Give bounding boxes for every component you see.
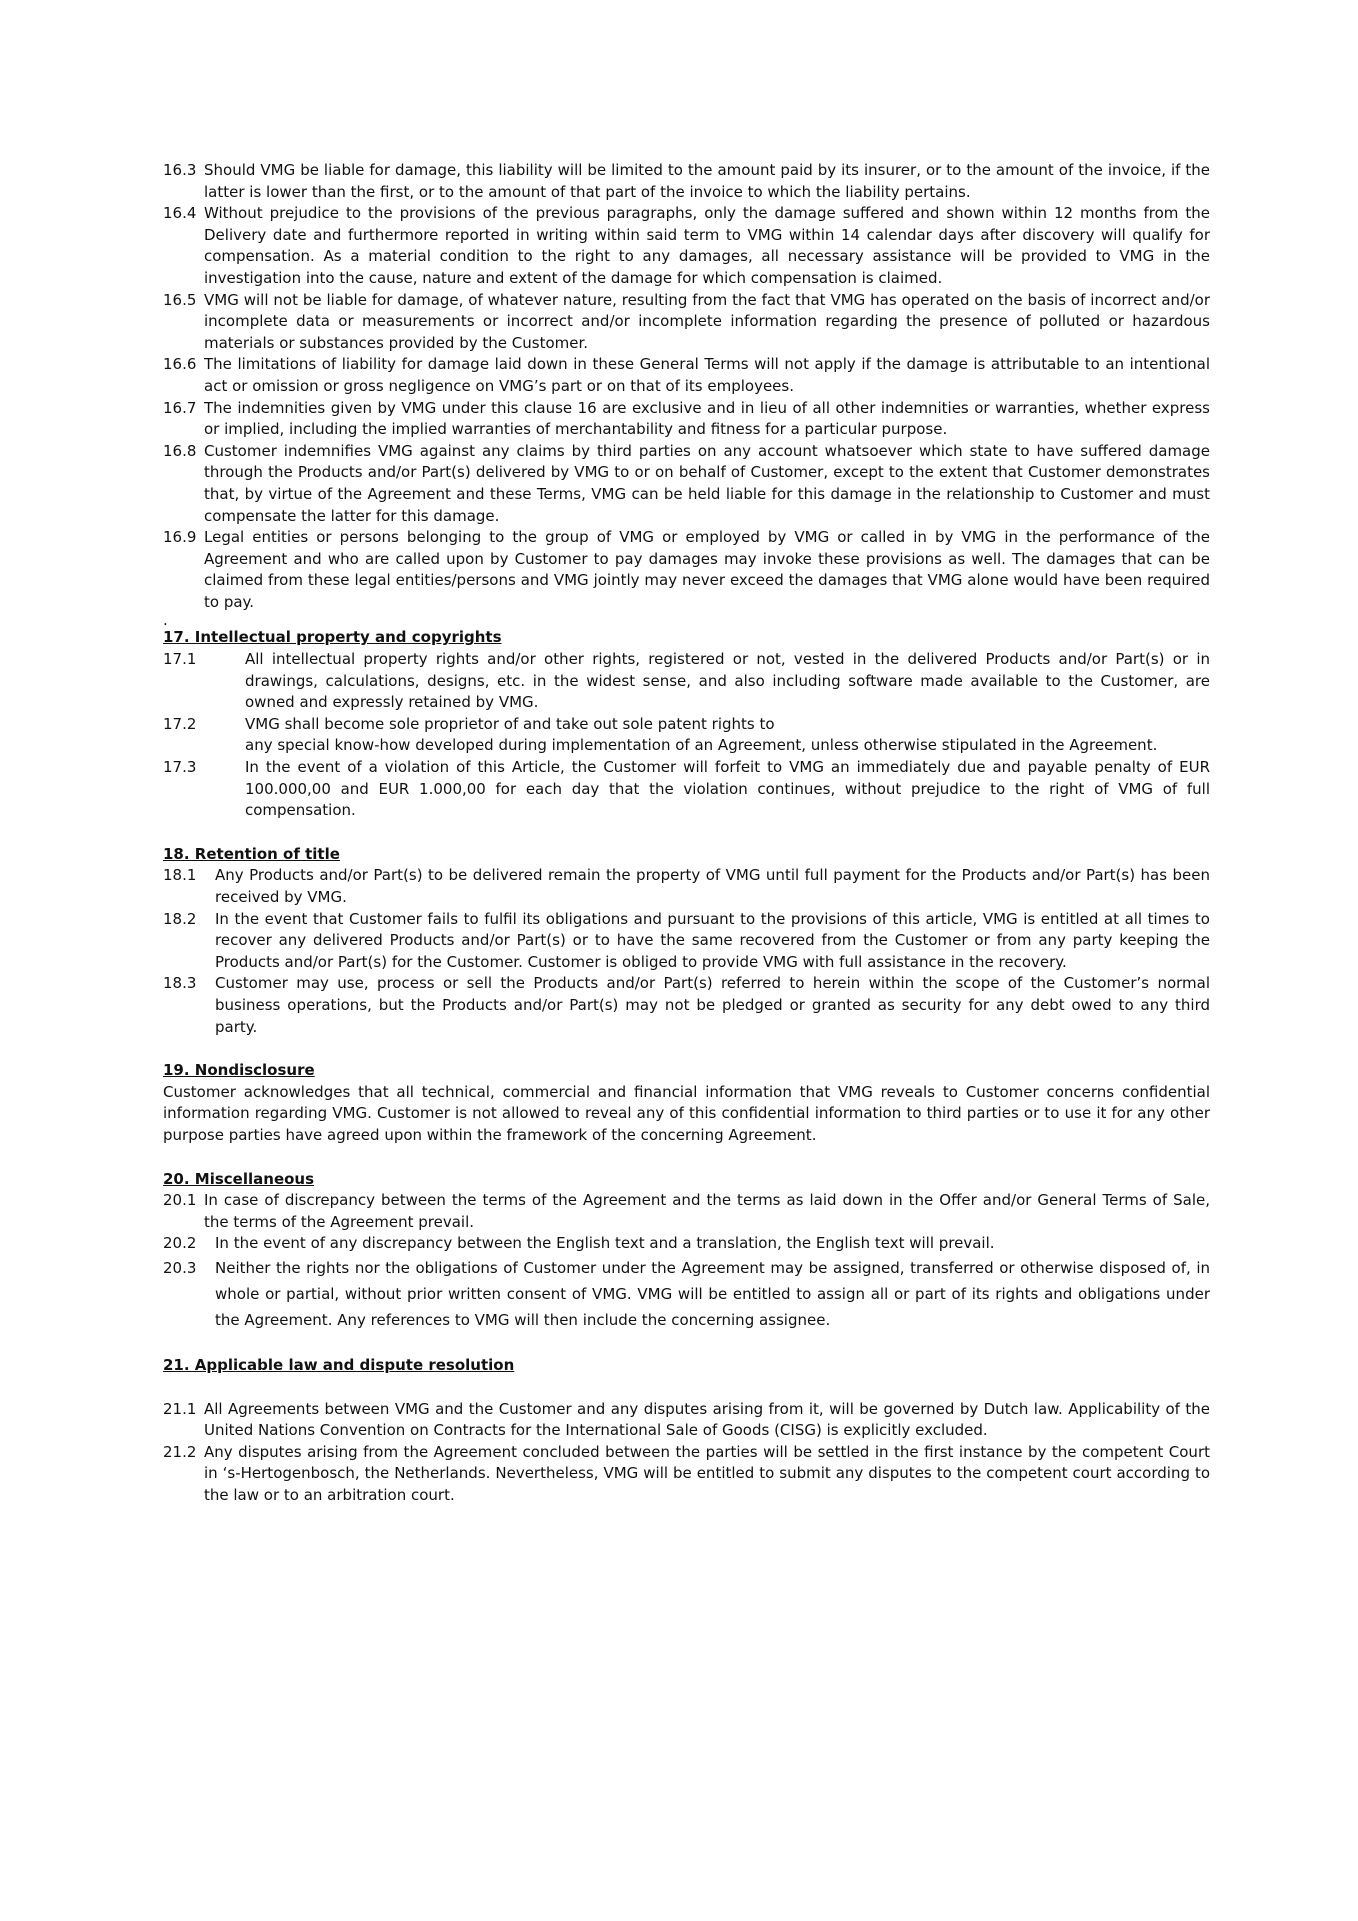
- clause-text: In the event of a violation of this Article, the Customer will forfeit to VMG an immediately due and payable penalty of EUR 100.000,00 and EUR 1.000,00 for each day that the violation continues, without prejudice to the right of VMG of full compensation.: [245, 758, 1210, 820]
- clause-16-6: [163, 354, 1210, 397]
- spacer: [163, 1038, 1210, 1060]
- clause-number: 16.3: [163, 161, 197, 179]
- clause-number: 16.9: [163, 528, 197, 547]
- section-19-heading: 19. Nondisclosure: [163, 1061, 315, 1080]
- clause-20-3: [163, 1255, 1210, 1333]
- clause-number: 16.8: [163, 441, 197, 460]
- clause-16-7: [163, 398, 1210, 441]
- clause-text: Any Products and/or Part(s) to be delivered remain the property of VMG until full payment for the Products and/or Part(s) has been received by VMG.: [215, 866, 1210, 906]
- clause-16-9: [163, 527, 1210, 613]
- clause-21-2: [163, 1442, 1210, 1507]
- clause-16-4: [163, 203, 1210, 289]
- section-18-heading: 18. Retention of title: [163, 844, 340, 863]
- clause-18-1: [163, 865, 1210, 908]
- clause-18-2: [163, 909, 1210, 974]
- clause-text: Customer may use, process or sell the Products and/or Part(s) referred to herein within the scope of the Customer’s normal business operations, but the Products and/or Part(s) may not be pledged or granted as security for any debt owed to any third party.: [215, 974, 1210, 1036]
- spacer: [163, 822, 1210, 844]
- clause-text: any special know-how developed during implementation of an Agreement, unless otherwise stipulated in the Agreement.: [245, 736, 1158, 755]
- clause-17-1: [163, 649, 1210, 714]
- clause-number: 21.1: [163, 1399, 197, 1418]
- clause-number: 20.1: [163, 1191, 197, 1210]
- clause-number: 20.3: [163, 1258, 197, 1277]
- clause-20-1: [163, 1190, 1210, 1233]
- section-19-text: Customer acknowledges that all technical, commercial and financial information that VMG reveals to Customer concerns confidential information regarding VMG. Customer is not allowed to reveal any of this confidential information to third parties or to use it for any other purpose parties have agreed upon within the framework of the concerning Agreement.: [163, 1082, 1210, 1144]
- clause-text: In case of discrepancy between the terms of the Agreement and the terms as laid down in the Offer and/or General Terms of Sale, the terms of the Agreement prevail.: [204, 1191, 1210, 1231]
- spacer: [163, 1333, 1210, 1355]
- clause-text: Without prejudice to the provisions of the previous paragraphs, only the damage suffered and shown within 12 months from the Delivery date and furthermore reported in writing within said term to VMG within 14 calendar days after discovery will qualify for compensation. As a material condition to the right to any damages, all necessary assistance will be provided to VMG in the investigation into the cause, nature and extent of the damage for which compensation is claimed.: [204, 204, 1210, 287]
- clause-17-2: [163, 714, 1210, 757]
- clause-20-2: [163, 1233, 1210, 1255]
- spacer: [163, 1377, 1210, 1399]
- clause-number: 18.1: [163, 866, 197, 885]
- clause-number: 21.2: [163, 1442, 197, 1461]
- clause-text: VMG will not be liable for damage, of whatever nature, resulting from the fact that VMG has operated on the basis of incorrect and/or incomplete data or measurements or incorrect and/or incomplete information regarding the presence of polluted or hazardous materials or substances provided by the Customer.: [204, 290, 1210, 352]
- clause-number: 18.2: [163, 909, 197, 928]
- clause-number: 16.5: [163, 290, 197, 309]
- section-21-heading: 21. Applicable law and dispute resolution: [163, 1355, 515, 1374]
- clause-16-3: [163, 160, 1210, 203]
- clause-text: All intellectual property rights and/or other rights, registered or not, vested in the delivered Products and/or Part(s) or in drawings, calculations, designs, etc. in the widest sense, and also including software made available to the Customer, are owned and expressly retained by VMG.: [245, 650, 1210, 712]
- clause-text: Legal entities or persons belonging to the group of VMG or employed by VMG or called in by VMG in the performance of the Agreement and who are called upon by Customer to pay damages may invoke these provisions as well. The damages that can be claimed from these legal entities/persons and VMG jointly may never exceed the damages that VMG alone would have been required to pay.: [204, 528, 1210, 611]
- clause-text: In the event of any discrepancy between the English text and a translation, the English text will prevail.: [215, 1234, 995, 1253]
- spacer: [163, 1147, 1210, 1169]
- clause-number: 16.6: [163, 355, 197, 374]
- section-17-heading: 17. Intellectual property and copyrights: [163, 628, 502, 647]
- clause-16-8: [163, 441, 1210, 527]
- clause-number: 17.1: [163, 650, 197, 669]
- clause-number: 16.4: [163, 204, 197, 223]
- clause-17-3: [163, 757, 1210, 822]
- clause-number: 17.2: [163, 714, 197, 733]
- clause-18-3: [163, 973, 1210, 1038]
- section-20-heading: 20. Miscellaneous: [163, 1169, 315, 1188]
- clause-21-1: [163, 1399, 1210, 1442]
- clause-text: The indemnities given by VMG under this clause 16 are exclusive and in lieu of all other indemnities or warranties, whether express or implied, including the implied warranties of merchantability and fitness for a particular purpose.: [204, 398, 1210, 439]
- clause-text-line-1: VMG shall become sole proprietor of and take out sole patent rights to: [245, 714, 775, 733]
- clause-text: Neither the rights nor the obligations of Customer under the Agreement may be assigned, transferred or otherwise disposed of, in whole or partial, without prior written consent of VMG. VMG will be entitled to assign all or part of its rights and obligations under the Agreement. Any references to VMG will then include the concerning assignee.: [215, 1258, 1210, 1329]
- clause-number: 18.3: [163, 974, 197, 993]
- clause-text: In the event that Customer fails to fulfil its obligations and pursuant to the provisions of this article, VMG is entitled at all times to recover any delivered Products and/or Part(s) or to have the same recovered from the Customer or from any party keeping the Products and/or Part(s) for the Customer. Customer is obliged to provide VMG with full assistance in the recovery.: [215, 909, 1210, 971]
- clause-number: 16.7: [163, 398, 197, 417]
- clause-number: 20.2: [163, 1234, 197, 1253]
- clause-number: 17.3: [163, 758, 197, 777]
- clause-text: Any disputes arising from the Agreement concluded between the parties will be settled in the first instance by the competent Court in ‘s-Hertogenbosch, the Netherlands. Nevertheless, VMG will be entitled to submit any disputes to the competent court according to the law or to an arbitration court.: [204, 1442, 1210, 1504]
- stray-dot: .: [163, 611, 168, 630]
- clause-16-5: [163, 290, 1210, 355]
- clause-text: All Agreements between VMG and the Customer and any disputes arising from it, will be governed by Dutch law. Applicability of the United Nations Convention on Contracts for the International Sale of Goods (CISG) is explicitly excluded.: [204, 1399, 1210, 1440]
- clause-text: Should VMG be liable for damage, this liability will be limited to the amount paid by its insurer, or to the amount of the invoice, if the latter is lower than the first, or to the amount of that part of the invoice to which the liability pertains.: [204, 161, 1210, 201]
- document-page: [163, 160, 1210, 1506]
- clause-text: The limitations of liability for damage laid down in these General Terms will not apply if the damage is attributable to an intentional act or omission or gross negligence on VMG’s part or on that of its employees.: [204, 355, 1210, 395]
- clause-text: Customer indemnifies VMG against any claims by third parties on any account whatsoever which state to have suffered damage through the Products and/or Part(s) delivered by VMG to or on behalf of Customer, except to the extent that Customer demonstrates that, by virtue of the Agreement and these Terms, VMG can be held liable for this damage in the relationship to Customer and must compensate the latter for this damage.: [204, 441, 1210, 525]
